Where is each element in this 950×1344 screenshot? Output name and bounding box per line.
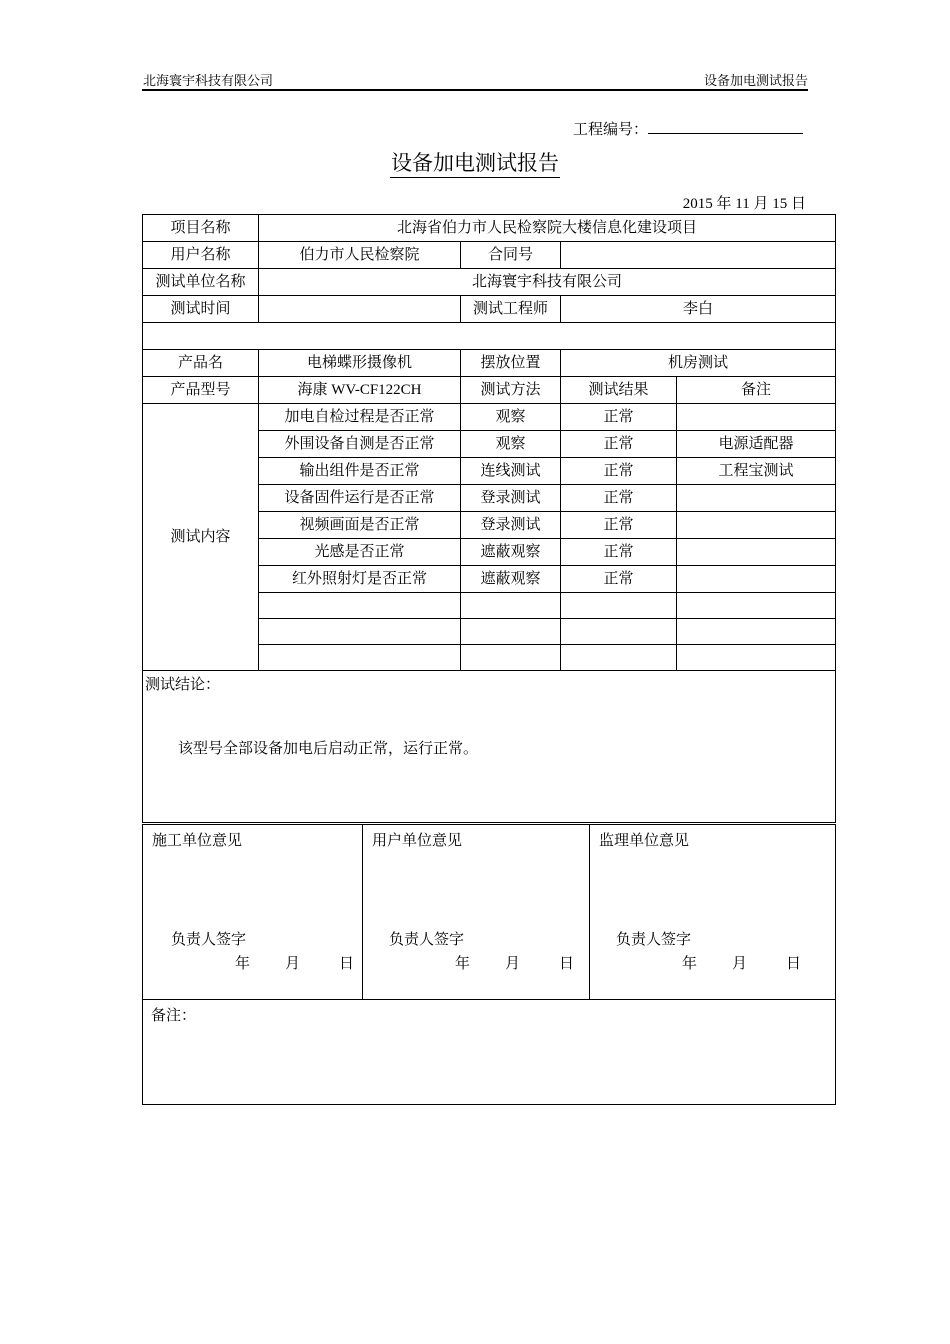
- conclusion-text: 该型号全部设备加电后启动正常，运行正常。: [178, 741, 479, 757]
- product-name-row: [143, 350, 836, 377]
- header-company: 北海寰宇科技有限公司: [143, 73, 274, 88]
- empty-cell: [259, 593, 461, 619]
- test-remark: [677, 485, 836, 512]
- remarks-label: 备注：: [151, 1008, 197, 1024]
- project-number-label: 工程编号：: [573, 122, 649, 138]
- supervisor-opinion-label: 监理单位意见: [599, 833, 690, 849]
- empty-cell: [461, 619, 561, 645]
- location-value: 机房测试: [561, 350, 836, 377]
- project-number-field: [573, 118, 803, 139]
- empty-cell: [677, 619, 836, 645]
- supervisor-opinion-cell: [590, 825, 836, 1000]
- spacer-cell: [143, 323, 836, 350]
- year-label: 年: [235, 956, 251, 972]
- project-name-row: [143, 215, 836, 242]
- method-header: 测试方法: [461, 377, 561, 404]
- remark-header: 备注: [677, 377, 836, 404]
- test-method: 观察: [461, 404, 561, 431]
- year-label: 年: [682, 956, 698, 972]
- result-header: 测试结果: [561, 377, 677, 404]
- signoff-row: [143, 825, 836, 1000]
- page-title-text: 设备加电测试报告: [390, 151, 560, 178]
- test-method: 登录测试: [461, 512, 561, 539]
- test-item: 输出组件是否正常: [259, 458, 461, 485]
- signature-label: 负责人签字: [389, 932, 465, 948]
- empty-cell: [259, 645, 461, 671]
- header-rule: [142, 89, 808, 91]
- test-unit-label: 测试单位名称: [143, 269, 259, 296]
- test-time-row: [143, 296, 836, 323]
- user-name-label: 用户名称: [143, 242, 259, 269]
- project-name-value: 北海省伯力市人民检察院大楼信息化建设项目: [259, 215, 836, 242]
- user-opinion-label: 用户单位意见: [372, 833, 463, 849]
- empty-cell: [677, 645, 836, 671]
- signoff-table: [142, 824, 836, 1105]
- remarks-cell: [143, 1000, 836, 1105]
- month-label: 月: [285, 956, 301, 972]
- test-item: 外围设备自测是否正常: [259, 431, 461, 458]
- product-name-value: 电梯蝶形摄像机: [259, 350, 461, 377]
- test-item: 光感是否正常: [259, 539, 461, 566]
- spacer-row: [143, 323, 836, 350]
- month-label: 月: [505, 956, 521, 972]
- remarks-row: [143, 1000, 836, 1105]
- user-name-value: 伯力市人民检察院: [259, 242, 461, 269]
- product-name-label: 产品名: [143, 350, 259, 377]
- test-remark: 工程宝测试: [677, 458, 836, 485]
- construction-opinion-label: 施工单位意见: [152, 833, 243, 849]
- project-number-blank: [648, 119, 803, 134]
- test-result: 正常: [561, 458, 677, 485]
- empty-cell: [259, 619, 461, 645]
- location-label: 摆放位置: [461, 350, 561, 377]
- user-name-row: [143, 242, 836, 269]
- empty-cell: [561, 645, 677, 671]
- test-content-label: 测试内容: [143, 404, 259, 671]
- test-remark: [677, 539, 836, 566]
- month-label: 月: [732, 956, 748, 972]
- conclusion-label: 测试结论：: [145, 677, 221, 693]
- page-title: [0, 147, 950, 177]
- conclusion-cell: [143, 671, 836, 823]
- test-method: 观察: [461, 431, 561, 458]
- test-result: 正常: [561, 431, 677, 458]
- empty-cell: [677, 593, 836, 619]
- product-model-row: [143, 377, 836, 404]
- year-label: 年: [455, 956, 471, 972]
- test-unit-row: [143, 269, 836, 296]
- test-method: 连线测试: [461, 458, 561, 485]
- contract-value: [561, 242, 836, 269]
- test-report-table: [142, 214, 836, 823]
- test-result: 正常: [561, 566, 677, 593]
- test-method: 遮蔽观察: [461, 566, 561, 593]
- test-item: 加电自检过程是否正常: [259, 404, 461, 431]
- signature-label: 负责人签字: [171, 932, 247, 948]
- test-item: 设备固件运行是否正常: [259, 485, 461, 512]
- test-time-label: 测试时间: [143, 296, 259, 323]
- test-remark: [677, 566, 836, 593]
- test-result: 正常: [561, 512, 677, 539]
- product-model-value: 海康 WV-CF122CH: [259, 377, 461, 404]
- test-result: 正常: [561, 404, 677, 431]
- empty-cell: [561, 619, 677, 645]
- test-row: [143, 404, 836, 431]
- test-method: 登录测试: [461, 485, 561, 512]
- empty-cell: [561, 593, 677, 619]
- test-unit-value: 北海寰宇科技有限公司: [259, 269, 836, 296]
- day-label: 日: [339, 956, 355, 972]
- engineer-value: 李白: [561, 296, 836, 323]
- conclusion-row: [143, 671, 836, 823]
- test-item: 视频画面是否正常: [259, 512, 461, 539]
- header-doc-name: 设备加电测试报告: [703, 73, 808, 88]
- empty-cell: [461, 645, 561, 671]
- day-label: 日: [786, 956, 802, 972]
- report-date: 2015 年 11 月 15 日: [682, 196, 806, 212]
- signature-label: 负责人签字: [616, 932, 692, 948]
- test-remark: [677, 512, 836, 539]
- test-method: 遮蔽观察: [461, 539, 561, 566]
- test-remark: [677, 404, 836, 431]
- construction-opinion-cell: [143, 825, 363, 1000]
- test-time-value: [259, 296, 461, 323]
- test-result: 正常: [561, 485, 677, 512]
- engineer-label: 测试工程师: [461, 296, 561, 323]
- test-result: 正常: [561, 539, 677, 566]
- test-remark: 电源适配器: [677, 431, 836, 458]
- project-name-label: 项目名称: [143, 215, 259, 242]
- product-model-label: 产品型号: [143, 377, 259, 404]
- empty-cell: [461, 593, 561, 619]
- day-label: 日: [559, 956, 575, 972]
- test-item: 红外照射灯是否正常: [259, 566, 461, 593]
- contract-label: 合同号: [461, 242, 561, 269]
- user-opinion-cell: [363, 825, 590, 1000]
